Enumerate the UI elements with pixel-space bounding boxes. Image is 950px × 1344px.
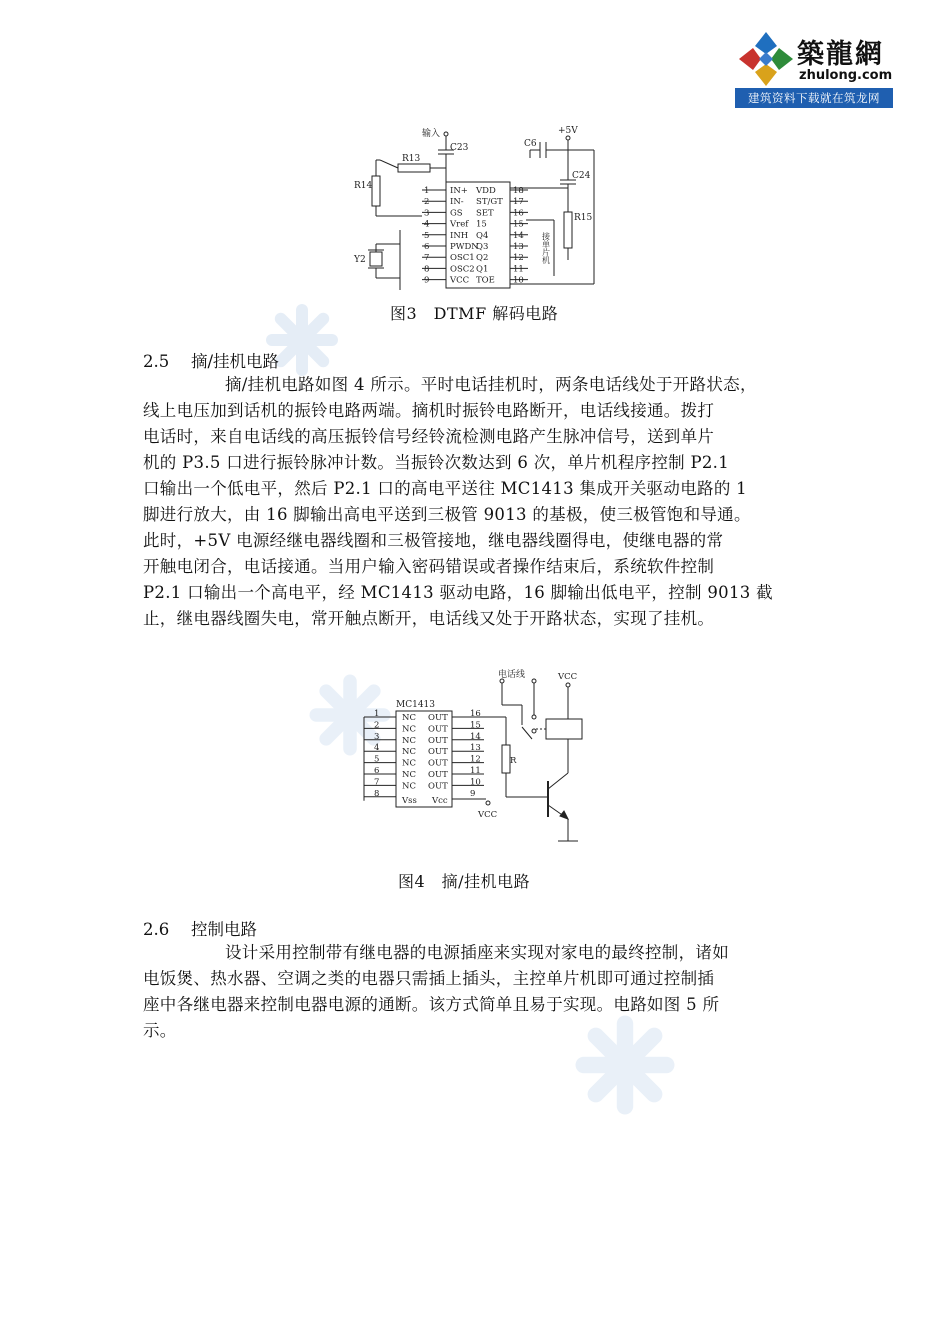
pin-name: 15	[476, 219, 487, 230]
pin-name: GS	[450, 208, 463, 219]
mcu-label: 接单片机	[541, 232, 551, 264]
pin-name: VDD	[476, 186, 496, 196]
pin-number: 13	[513, 242, 524, 252]
pin-number: 1	[374, 709, 380, 719]
r15-resistor	[564, 212, 572, 248]
pin-name: NC	[402, 747, 416, 758]
pin-name: Q1	[476, 264, 489, 275]
pin-number: 14	[513, 230, 524, 241]
r14-label: R14	[354, 181, 373, 191]
paragraph-line: P2.1 口输出一个高电平，经 MC1413 驱动电路，16 脚输出低电平，控制 9013 截	[143, 583, 773, 602]
pin-number: 8	[374, 788, 380, 799]
pin-number: 1	[424, 186, 430, 196]
paragraph-line: 开触电闭合，电话接通。当用户输入密码错误或者操作结束后，系统软件控制	[143, 557, 715, 576]
r13-resistor	[398, 164, 430, 172]
input-label: 输入	[422, 129, 441, 139]
section-2-6-heading: 2.6 控制电路	[143, 920, 257, 939]
section-2-5-heading: 2.5 摘/挂机电路	[143, 352, 280, 371]
y2-label: Y2	[354, 255, 366, 265]
pin-name: OUT	[428, 713, 448, 723]
pin-number: 14	[470, 731, 481, 742]
pin-number: 7	[424, 253, 430, 264]
paragraph-line: 线上电压加到话机的振铃电路两端。摘机时振铃电路断开，电话线接通。拨打	[143, 401, 715, 420]
pin-number: 11	[513, 264, 524, 275]
pin-number: 3	[424, 208, 430, 219]
pin-number: 3	[374, 731, 380, 742]
figure3-dtmf-circuit	[350, 120, 610, 300]
pin-name: OSC2	[450, 264, 475, 275]
figure4-hook-circuit	[350, 665, 610, 850]
pin-name: OUT	[428, 758, 448, 769]
pin-name: NC	[402, 713, 416, 723]
paragraph-line: 电饭煲、热水器、空调之类的电器只需插上插头，主控单片机即可通过控制插	[143, 969, 715, 988]
pin-name: OSC1	[450, 253, 475, 264]
c6-label: C6	[524, 139, 537, 149]
pin-number: 11	[470, 766, 481, 776]
r13-label: R13	[402, 154, 421, 164]
paragraph-line: 摘/挂机电路如图 4 所示。平时电话挂机时，两条电话线处于开路状态，	[225, 375, 757, 394]
logo-site-text: zhulong.com	[799, 68, 893, 83]
pin-name: OUT	[428, 747, 448, 758]
pin-name: OUT	[428, 735, 448, 746]
pin-number: 16	[470, 709, 481, 719]
pin-name: ST/GT	[476, 197, 503, 208]
pin-name: NC	[402, 781, 416, 792]
paragraph-line: 此时，+5V 电源经继电器线圈和三极管接地，继电器线圈得电，使继电器的常	[143, 531, 724, 550]
r14-resistor	[372, 176, 380, 206]
paragraph-line: 机的 P3.5 口进行振铃脉冲计数。当振铃次数达到 6 次，单片机程序控制 P2.1	[143, 453, 730, 472]
r-resistor	[502, 745, 510, 773]
pin-name: IN-	[450, 197, 464, 208]
pin-number: 6	[374, 766, 380, 776]
pin-name: OUT	[428, 770, 448, 780]
pin-name: Vref	[450, 219, 469, 230]
pin-name: NC	[402, 770, 416, 780]
logo-snowflake-icon	[737, 30, 795, 88]
pin-name: NC	[402, 735, 416, 746]
pin-number: 18	[513, 186, 524, 196]
zhulong-logo	[735, 30, 895, 110]
section-2-5-body	[143, 372, 823, 632]
paragraph-line: 口输出一个低电平，然后 P2.1 口的高电平送往 MC1413 集成开关驱动电路的 1	[143, 479, 747, 498]
c23-label: C23	[450, 143, 469, 153]
pin-number: 2	[424, 197, 430, 208]
pin-number: 5	[424, 230, 430, 241]
paragraph-line: 座中各继电器来控制电器电源的通断。该方式简单且易于实现。电路如图 5 所	[143, 995, 720, 1014]
pin-number: 10	[513, 275, 524, 286]
paragraph-line: 示。	[143, 1021, 177, 1040]
paragraph-line: 设计采用控制带有继电器的电源插座来实现对家电的最终控制，诸如	[225, 943, 729, 962]
pin-number: 9	[424, 275, 430, 286]
logo-brand-text: 築龍網	[797, 39, 884, 70]
relay-coil	[546, 719, 582, 739]
figure4-caption: 图4 摘/挂机电路	[398, 872, 531, 891]
pin-name: TOE	[476, 275, 495, 286]
pin-name: Q3	[476, 242, 489, 252]
pin-number: 15	[513, 219, 524, 230]
pin-number: 12	[513, 253, 524, 264]
phone-line-label: 电话线	[498, 670, 526, 680]
c24-label: C24	[572, 171, 591, 181]
pin-number: 15	[470, 720, 481, 731]
pin-number: 4	[374, 743, 380, 754]
pin-number: 2	[374, 720, 380, 731]
pin-name: NC	[402, 724, 416, 735]
pin-name: OUT	[428, 724, 448, 735]
pin-number: 8	[424, 264, 430, 275]
pin-number: 13	[470, 743, 481, 754]
r15-label: R15	[574, 213, 593, 223]
pin-number: 17	[513, 197, 524, 208]
pin-name: SET	[476, 208, 494, 219]
vcc-bottom-label: VCC	[478, 810, 498, 820]
pin-name: OUT	[428, 781, 448, 792]
pin-number: 7	[374, 777, 380, 788]
vcc-top-label: VCC	[558, 672, 578, 682]
vss-label: Vss	[402, 796, 417, 806]
vcc-pin-label: Vcc	[432, 796, 448, 806]
pin-name: Q2	[476, 253, 489, 264]
paragraph-line: 脚进行放大，由 16 脚输出高电平送到三极管 9013 的基极，使三极管饱和导通。	[143, 505, 751, 524]
pin-number: 12	[470, 754, 481, 765]
section-2-6-body	[143, 940, 823, 1044]
pin-name: NC	[402, 758, 416, 769]
figure3-caption: 图3 DTMF 解码电路	[390, 304, 559, 323]
pin-name: Q4	[476, 230, 489, 241]
paragraph-line: 电话时，来自电话线的高压振铃信号经铃流检测电路产生脉冲信号，送到单片	[143, 427, 715, 446]
pin-name: INH	[450, 230, 469, 241]
logo-banner: 建筑资料下载就在筑龙网	[735, 88, 893, 108]
paragraph-line: 止，继电器线圈失电，常开触点断开，电话线又处于开路状态，实现了挂机。	[143, 609, 715, 628]
pin-number: 10	[470, 777, 481, 788]
pin-name: PWDN	[450, 242, 479, 252]
y2-crystal	[370, 252, 382, 266]
mc1413-label: MC1413	[396, 700, 436, 710]
pin-number: 5	[374, 754, 380, 765]
pin-number: 4	[424, 219, 430, 230]
pin-number: 9	[470, 788, 476, 799]
r-label: R	[510, 756, 517, 766]
pin-name: VCC	[450, 275, 470, 286]
pin-number: 6	[424, 242, 430, 252]
pin-number: 16	[513, 208, 524, 219]
vplus-label: +5V	[558, 126, 578, 136]
pin-name: IN+	[450, 186, 468, 196]
